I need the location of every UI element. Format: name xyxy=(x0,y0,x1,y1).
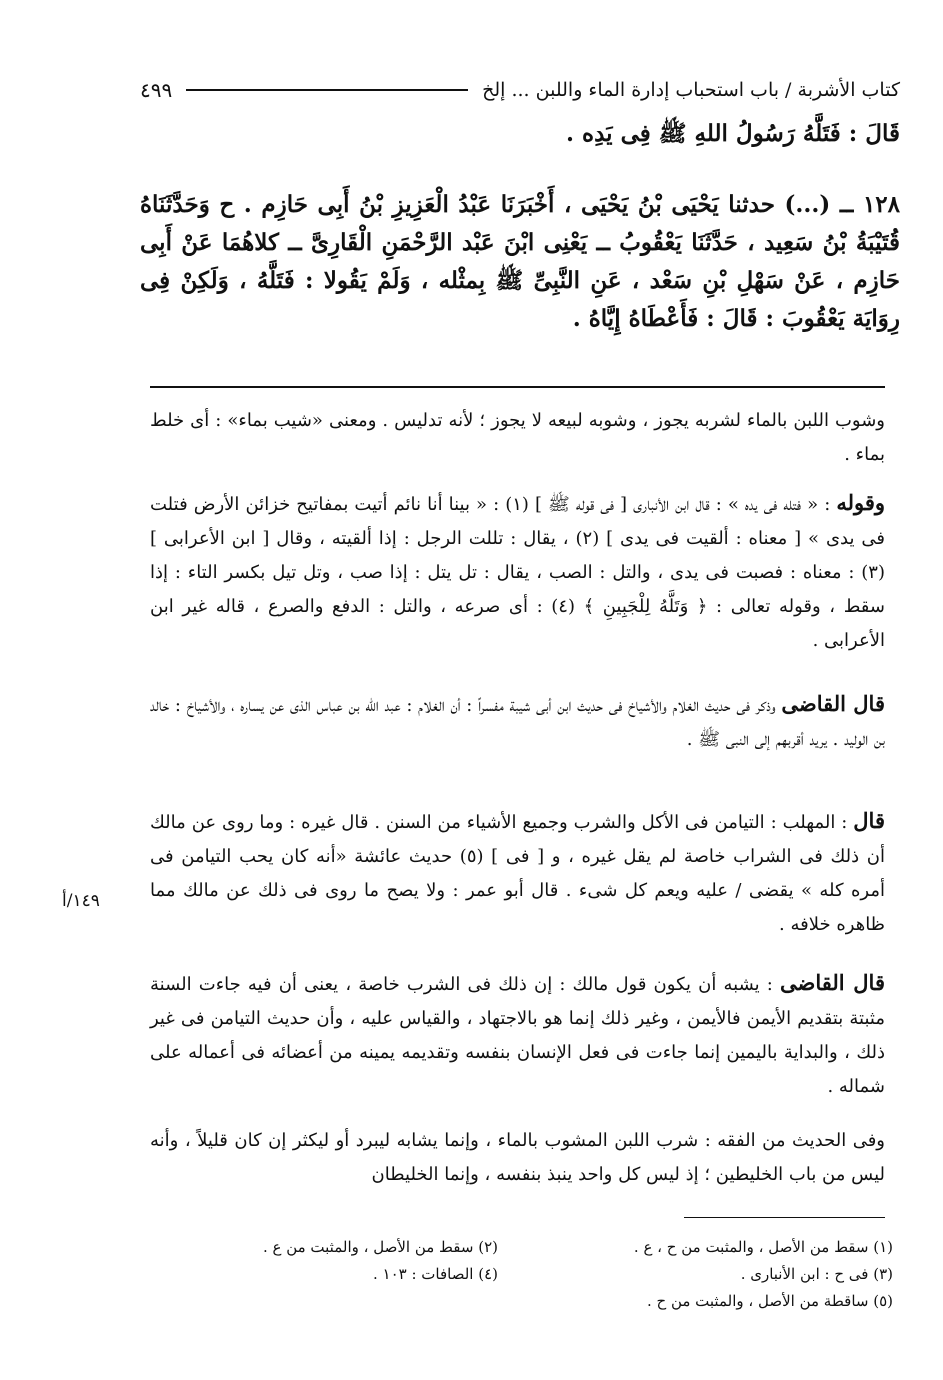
hadith-paragraph-2: ١٢٨ ــ (...) حدثنا يَحْيَى بْنُ يَحْيَى ، أَخْبَرَنَا عَبْدُ الْعَزِيزِ بْنُ أَبِى حَازِم . ح وَحَدَّثَنَاهُ قُتَيْبَةُ بْنُ سَعِيد ، حَدَّثَنَا يَعْقُوبُ ــ يَعْنِى ابْنَ عَبْد الرَّحْمَنِ الْقَارِىَّ ــ كلاهُمَا عَنْ أَبِى حَازِم ، عَنْ سَهْلِ بْنِ سَعْد ، عَنِ النَّبِىِّ ﷺ بِمثْله ، وَلَمْ يَقُولا : فَتَلَّهُ ، وَلَكِنْ فِى رِوَايَة يَعْقُوبَ : قَالَ : فَأَعْطَاهُ إِيَّاهُ . xyxy=(140,191,900,332)
paragraph-lead: قال القاضى xyxy=(779,970,885,995)
header-title: كتاب الأشربة / باب استحباب إدارة الماء واللبن ... إلخ xyxy=(482,79,900,101)
paragraph-lead: وقوله xyxy=(836,490,885,515)
manuscript-folio-ref: ١٤٩/أ xyxy=(62,891,100,911)
paragraph-lead: قال xyxy=(853,808,885,833)
commentary-paragraph-6: وفى الحديث من الفقه : شرب اللبن المشوب بالماء ، وإنما يشابه ليبرد أو ليكثر إن كان قليلاً ، وأنه ليس من باب الخليطين ؛ إذ ليس كل واحد ينبذ بنفسه ، وإنما الخليطان xyxy=(150,1130,885,1185)
footnote-rule xyxy=(684,1217,885,1218)
paragraph-body: : « فتله فى يده » : قال ابن الأنبارى [ فى قوله ﷺ ] (١) : « بينا أنا نائم أتيت بمفاتيح خزائن الأرض فتلت فى يدى » [ معناه : ألقيت فى يدى ] (٢) ، يقال : تللت الرجل : إذا ألقيته ، وقال [ ابن الأعرابى ] (٣) : معناه : فصبت فى يدى ، والتل : الصب ، يقال : تل يتل : إذا صب ، وتل تيل بكسر التاء : إذا سقط ، وقوله تعالى : ﴿ وَتَلَّهُ لِلْجَبِينِ ﴾ (٤) : أى صرعه ، والتل : الدفع والصرع ، قاله غير ابن الأعرابى . xyxy=(150,494,885,651)
footnote-4: (٤) الصافات : ١٠٣ . xyxy=(372,1265,498,1283)
hadith-paragraph-1: قَالَ : فَتَلَّهُ رَسُولُ اللهِ ﷺ فِى يَدِه . xyxy=(566,120,900,147)
paragraph-body: وذكر فى حديث الغلام والأشياخ فى حديث ابن أبى شيبة مفسراً : أن الغلام : عبد الله بن عباس الذى عن يساره ، والأشياخ : خالد بن الوليد . يريد أقربهم إلى النبى ﷺ . xyxy=(150,695,885,750)
commentary-paragraph-3 xyxy=(150,687,885,757)
commentary-paragraph-1: وشوب اللبن بالماء لشربه يجوز ، وشوبه لبيعه لا يجوز ؛ لأنه تدليس . ومعنى «شيب بماء» : أى خلط بماء . xyxy=(150,410,885,465)
header-rule xyxy=(186,89,468,91)
paragraph-lead: قال القاضى xyxy=(781,691,885,716)
running-header xyxy=(140,72,900,108)
commentary-paragraph-2 xyxy=(150,486,885,658)
commentary-paragraph-4 xyxy=(150,804,885,942)
footnote-3: (٣) فى ح : ابن الأنبارى . xyxy=(740,1265,893,1283)
footnote-5: (٥) ساقطة من الأصل ، والمثبت من ح . xyxy=(646,1292,893,1310)
footnote-2: (٢) سقط من الأصل ، والمثبت من ع . xyxy=(262,1238,498,1256)
footnote-1: (١) سقط من الأصل ، والمثبت من ح ، ع . xyxy=(633,1238,893,1256)
paragraph-body: : المهلب : التيامن فى الأكل والشرب وجميع الأشياء من السنن . قال غيره : وما روى عن مالك أن ذلك فى الشراب خاصة لم يقل غيره ، و [ فى ] (٥) حديث عائشة «أنه كان يحب التيامن فى أمره كله » يقضى / عليه ويعم كل شىء . قال أبو عمر : ولا يصح ما روى فى ذلك عن مالك مما ظاهره خلافه . xyxy=(150,812,885,935)
commentary-paragraph-5 xyxy=(150,966,885,1104)
paragraph-body: : يشبه أن يكون قول مالك : إن ذلك فى الشرب خاصة ، يعنى أن فيه جاءت السنة مثبتة بتقديم الأيمن فالأيمن ، وغير ذلك إنما هو بالاجتهاد ، والقياس عليه ، وأن حديث التيامن فى غير ذلك ، والبداية باليمين إنما جاءت فى فعل الإنسان بنفسه وتقديمه يمينه من أعضائه فى أعماله على شماله . xyxy=(150,974,885,1097)
section-divider xyxy=(150,386,885,388)
page-number: ٤٩٩ xyxy=(140,78,173,102)
